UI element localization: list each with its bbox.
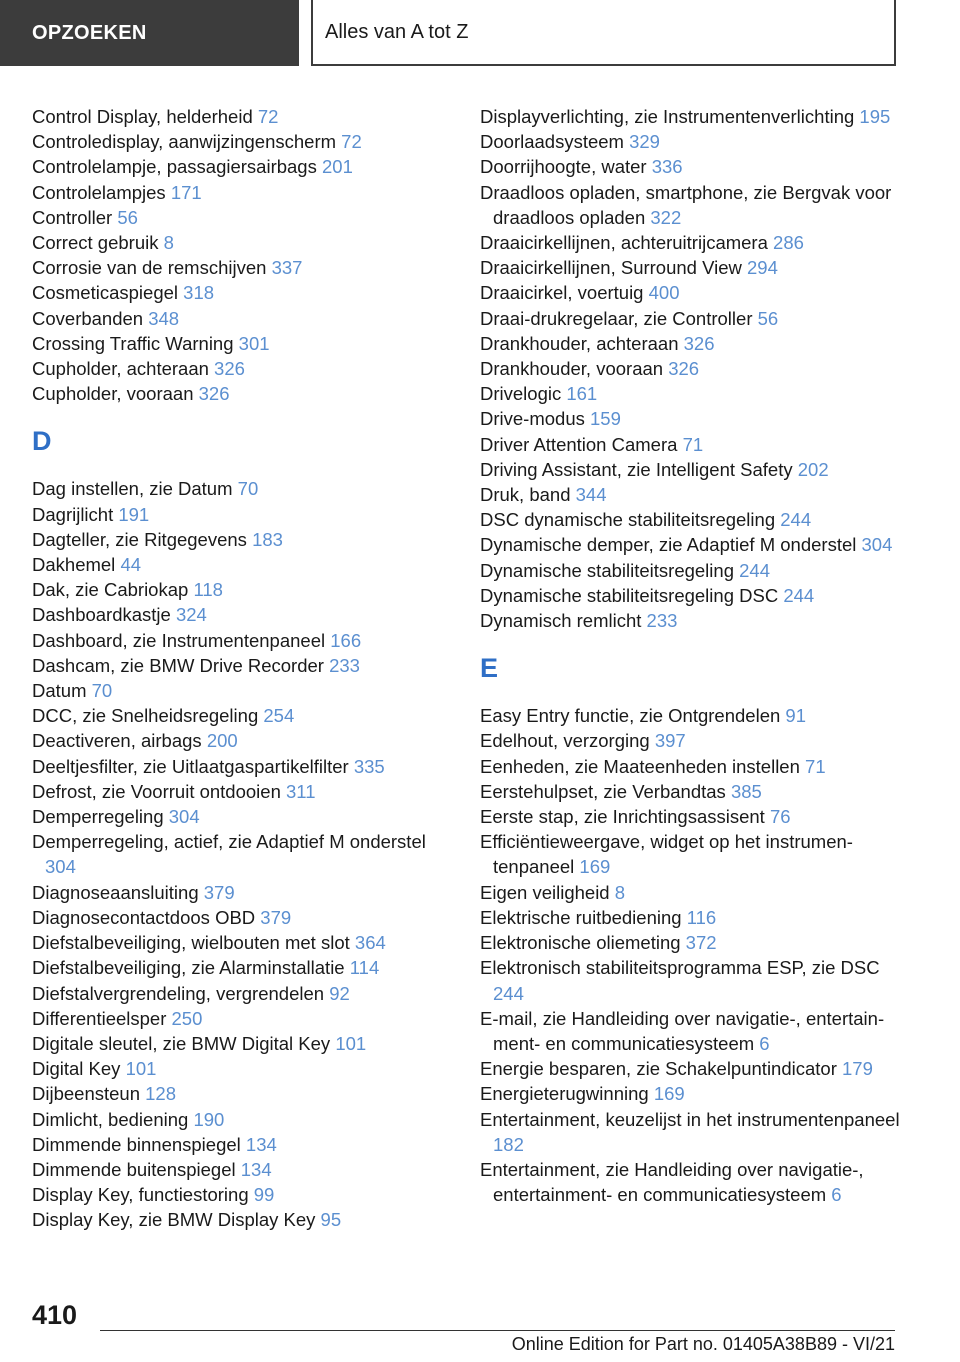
page-reference-link[interactable]: 182 (493, 1133, 524, 1155)
page-reference-link[interactable]: 101 (125, 1058, 157, 1080)
index-entry (480, 356, 900, 381)
index-entry-text: Defrost, zie Voorruit ontdooien (32, 780, 281, 802)
index-entry (32, 502, 452, 527)
index-entry (480, 432, 900, 457)
index-entry (32, 552, 452, 577)
index-entry (32, 754, 452, 779)
index-entry-text: Energieterugwinning (480, 1083, 649, 1105)
page-reference-link[interactable]: 8 (614, 881, 626, 903)
index-entry (32, 577, 452, 602)
index-entry (32, 905, 452, 930)
index-entry-text: Efficiëntieweergave, widget op het instrumentenpaneel (480, 831, 853, 878)
page-reference-link[interactable]: 72 (257, 106, 279, 127)
index-entry (32, 381, 452, 406)
index-entry (32, 1207, 452, 1232)
index-entry (32, 728, 452, 753)
index-entry (32, 129, 452, 154)
index-entry-text: Diagnoseaansluiting (32, 881, 199, 903)
index-entry-text: DSC dynamische stabiliteitsregeling (480, 509, 776, 531)
index-entry-text: Eerstehulpset, zie Verbandtas (480, 780, 726, 802)
page-reference-link[interactable]: 6 (831, 1184, 842, 1206)
index-entry (480, 930, 900, 955)
index-entry (32, 703, 452, 728)
index-entry (32, 356, 452, 381)
section-letter: D (32, 426, 52, 457)
index-entry (480, 1157, 900, 1207)
index-entry-text: Deactiveren, airbags (32, 730, 202, 752)
footer-divider (100, 1330, 895, 1331)
index-entry-text: Dynamische stabiliteitsregeling (480, 559, 734, 581)
page-reference-link[interactable]: 99 (253, 1184, 275, 1206)
index-entry-text: Digitale sleutel, zie BMW Digital Key (32, 1032, 331, 1054)
page-reference-link[interactable]: 318 (183, 282, 215, 304)
index-entry-text: Dimmende binnenspiegel (32, 1133, 241, 1155)
index-entry-text: Driver Attention Camera (480, 433, 678, 455)
page-reference-link[interactable]: 254 (263, 705, 295, 727)
index-entry-text: E-mail, zie Handleiding over navigatie-, entertainment- en communicatiesysteem (480, 1007, 885, 1054)
page-reference-link[interactable]: 336 (651, 156, 683, 178)
index-entry-text: Doorrijhoogte, water (480, 156, 647, 178)
index-entry (32, 1132, 452, 1157)
page-reference-link[interactable]: 335 (353, 755, 385, 777)
index-entry (32, 804, 452, 829)
index-entry-text: Dijbeensteun (32, 1083, 140, 1105)
index-entry-text: Energie besparen, zie Schakelpuntindicator (480, 1058, 837, 1080)
index-entry (32, 602, 452, 627)
index-entry (32, 1056, 452, 1081)
page-reference-link[interactable]: 95 (320, 1209, 342, 1231)
page-reference-link[interactable]: 128 (145, 1083, 177, 1105)
index-entry (32, 653, 452, 678)
page-reference-link[interactable]: 114 (349, 957, 380, 979)
index-entry-text: Control Display, helderheid (32, 106, 253, 127)
index-entry-text: Display Key, functiestoring (32, 1184, 249, 1206)
index-entry (480, 804, 900, 829)
index-entry-text: Dashcam, zie BMW Drive Recorder (32, 654, 324, 676)
page-reference-link[interactable]: 92 (329, 982, 350, 1004)
page-reference-link[interactable]: 326 (198, 383, 230, 405)
page-reference-link[interactable]: 134 (245, 1133, 277, 1155)
index-entry (32, 1031, 452, 1056)
index-entry-text: Drankhouder, achteraan (480, 332, 679, 354)
page-reference-link[interactable]: 161 (566, 383, 598, 405)
index-entry (32, 331, 452, 356)
index-entry-text: Dagteller, zie Ritgegevens (32, 528, 247, 550)
index-entry (480, 154, 900, 179)
index-entry (480, 129, 900, 154)
index-entry-text: Dashboardkastje (32, 604, 171, 626)
index-entry-text: Correct gebruik (32, 232, 159, 254)
index-entry (480, 558, 900, 583)
index-entry-text: Controlelampjes (32, 181, 166, 203)
index-entry (32, 205, 452, 230)
index-entry (480, 457, 900, 482)
page-reference-link[interactable]: 70 (91, 680, 113, 702)
page-reference-link[interactable]: 71 (805, 755, 826, 777)
page-reference-link[interactable]: 191 (118, 503, 150, 525)
index-entry (32, 628, 452, 653)
index-entry (32, 180, 452, 205)
index-entry (32, 154, 452, 179)
index-entry-text: Elektrische ruitbediening (480, 906, 682, 928)
page-reference-link[interactable]: 56 (757, 307, 779, 329)
index-entry (480, 905, 900, 930)
index-entry (32, 1157, 452, 1182)
page-reference-link[interactable]: 72 (341, 131, 362, 153)
page-reference-link[interactable]: 195 (859, 106, 891, 127)
page-reference-link[interactable]: 71 (682, 433, 704, 455)
page-reference-link[interactable]: 379 (203, 881, 235, 903)
index-entry-text: Dimmende buitenspiegel (32, 1158, 236, 1180)
index-entry-text: Edelhout, verzorging (480, 730, 650, 752)
index-entry-text: Differentieelsper (32, 1007, 167, 1029)
index-entry (480, 331, 900, 356)
index-entry-text: Elektronische oliemeting (480, 932, 681, 954)
index-entry-text: Dynamische stabiliteitsregeling DSC (480, 584, 779, 606)
index-entry-text: Draaicirkellijnen, Surround View (480, 257, 742, 279)
page-reference-link[interactable]: 348 (148, 307, 180, 329)
index-entry (32, 1081, 452, 1106)
index-entry-text: Cosmeticaspiegel (32, 282, 179, 304)
page-reference-link[interactable]: 304 (168, 806, 200, 828)
page-reference-link[interactable]: 6 (759, 1032, 770, 1054)
index-entry-text: Eigen veiligheid (480, 881, 610, 903)
index-entry (32, 930, 452, 955)
index-entry-text: Dag instellen, zie Datum (32, 478, 233, 500)
index-entry-text: Controller (32, 206, 113, 228)
page-reference-link[interactable]: 244 (780, 509, 812, 531)
index-entry-text: Dynamisch remlicht (480, 610, 642, 632)
page-reference-link[interactable]: 397 (654, 730, 686, 752)
index-entry-text: Crossing Traffic Warning (32, 332, 234, 354)
page-reference-link[interactable]: 329 (629, 131, 660, 153)
index-entry-text: Corrosie van de remschijven (32, 257, 267, 279)
page-reference-link[interactable]: 344 (575, 484, 607, 506)
page-reference-link[interactable]: 201 (322, 156, 353, 178)
index-entry-text: Entertainment, zie Handleiding over navigatie-, entertainment- en communicatiesysteem (480, 1158, 864, 1206)
header-title-text: Alles van A tot Z (325, 20, 469, 43)
index-entry (32, 1182, 452, 1207)
index-entry (480, 754, 900, 779)
index-entry-text: Cupholder, achteraan (32, 358, 209, 380)
index-entry (32, 1006, 452, 1031)
index-entry (480, 829, 900, 879)
index-entry (32, 829, 452, 879)
page-reference-link[interactable]: 202 (797, 458, 829, 480)
index-entry-text: Doorlaadsysteem (480, 131, 624, 153)
header-title (311, 0, 896, 66)
page-reference-link[interactable]: 372 (685, 932, 717, 954)
page-reference-link[interactable]: 91 (785, 705, 806, 727)
index-entry (480, 180, 900, 230)
index-entry-text: Driving Assistant, zie Intelligent Safety (480, 458, 793, 480)
index-entry (480, 1056, 900, 1081)
index-entry-text: Datum (32, 680, 87, 702)
index-entry (480, 482, 900, 507)
index-entry (32, 955, 452, 980)
page-number: 410 (32, 1300, 78, 1330)
index-entry (480, 306, 900, 331)
index-entry (480, 532, 900, 557)
index-entry (480, 880, 900, 905)
index-entry (480, 1081, 900, 1106)
index-entry-text: Entertainment, keuzelijst in het instrumentenpaneel (480, 1108, 900, 1130)
index-entry-text: Eerste stap, zie Inrichtingsassisent (480, 806, 765, 828)
index-entry-text: Demperregeling (32, 806, 164, 828)
index-entry (32, 255, 452, 280)
index-column-left (32, 104, 452, 1233)
page-reference-link[interactable]: 326 (668, 358, 700, 380)
page-reference-link[interactable]: 244 (739, 559, 770, 581)
page-reference-link[interactable]: 244 (493, 982, 524, 1004)
page-reference-link[interactable]: 134 (240, 1158, 272, 1180)
section-letter: E (480, 653, 499, 684)
section-tab (0, 0, 299, 66)
index-entry-text: Drive-modus (480, 408, 585, 430)
page-reference-link[interactable]: 169 (653, 1083, 685, 1105)
page-reference-link[interactable]: 171 (170, 181, 202, 203)
index-column-right (480, 104, 900, 1207)
page-reference-link[interactable]: 294 (747, 257, 778, 279)
page-reference-link[interactable]: 183 (252, 528, 283, 550)
index-entry-text: Dynamische demper, zie Adaptief M onderstel (480, 534, 857, 556)
index-entry-text: Drankhouder, vooraan (480, 358, 664, 380)
index-entry-text: Draaicirkellijnen, achteruitrijcamera (480, 232, 768, 254)
index-entry-text: Dakhemel (32, 554, 116, 576)
index-entry-text: Deeltjesfilter, zie Uitlaatgaspartikelfilter (32, 755, 349, 777)
index-entry (480, 955, 900, 1005)
page-reference-link[interactable]: 76 (769, 806, 791, 828)
page-reference-link[interactable]: 116 (686, 906, 717, 928)
page-reference-link[interactable]: 8 (163, 232, 174, 254)
index-entry-text: Draadloos opladen, smartphone, zie Bergvak voor draadloos opladen (480, 181, 892, 228)
page-reference-link[interactable]: 190 (193, 1108, 225, 1130)
page-reference-link[interactable]: 56 (117, 206, 138, 228)
index-entry (480, 1107, 900, 1157)
index-entry (480, 104, 900, 129)
index-entry-text: Easy Entry functie, zie Ontgrendelen (480, 705, 781, 727)
index-entry (480, 608, 900, 633)
index-entry (480, 507, 900, 532)
index-entry (32, 981, 452, 1006)
page-reference-link[interactable]: 326 (683, 332, 715, 354)
page-reference-link[interactable]: 364 (354, 932, 386, 954)
index-entry (480, 255, 900, 280)
index-entry (32, 1107, 452, 1132)
index-entry (480, 583, 900, 608)
page-reference-link[interactable]: 301 (238, 332, 270, 354)
index-entry (32, 230, 452, 255)
index-entry (32, 306, 452, 331)
page-reference-link[interactable]: 379 (260, 906, 292, 928)
index-entry-text: Eenheden, zie Maateenheden instellen (480, 755, 800, 777)
page-reference-link[interactable]: 324 (175, 604, 207, 626)
index-entry-text: Diefstalbeveiliging, wielbouten met slot (32, 932, 350, 954)
index-entry-text: Controledisplay, aanwijzingenscherm (32, 131, 337, 153)
index-entry (480, 230, 900, 255)
index-entry-text: Druk, band (480, 484, 571, 506)
index-entry-text: Controlelampje, passagiersairbags (32, 156, 317, 178)
page-reference-link[interactable]: 326 (214, 358, 245, 380)
index-entry (32, 280, 452, 305)
section-tab-label: OPZOEKEN (32, 21, 147, 44)
index-entry (32, 880, 452, 905)
page-reference-link[interactable]: 44 (120, 554, 142, 576)
page-reference-link[interactable]: 304 (45, 856, 76, 878)
index-entry-text: Diefstalvergrendeling, vergrendelen (32, 982, 325, 1004)
index-entry (480, 779, 900, 804)
index-entry-text: Dashboard, zie Instrumentenpaneel (32, 629, 326, 651)
index-entry-text: Displayverlichting, zie Instrumentenverlichting (480, 106, 855, 127)
page-reference-link[interactable]: 385 (730, 780, 762, 802)
page-reference-link[interactable]: 101 (335, 1032, 367, 1054)
index-entry-text: Draai-drukregelaar, zie Controller (480, 307, 753, 329)
page-reference-link[interactable]: 250 (171, 1007, 203, 1029)
index-entry-text: Dimlicht, bediening (32, 1108, 189, 1130)
index-entry-text: Draaicirkel, voertuig (480, 282, 644, 304)
page-reference-link[interactable]: 244 (783, 584, 815, 606)
page-reference-link[interactable]: 166 (330, 629, 362, 651)
index-entry (32, 104, 452, 129)
index-entry-text: Elektronisch stabiliteitsprogramma ESP, zie DSC (480, 957, 880, 979)
page-reference-link[interactable]: 400 (648, 282, 680, 304)
page-reference-link[interactable]: 337 (271, 257, 303, 279)
index-entry-text: Drivelogic (480, 383, 562, 405)
index-entry (480, 728, 900, 753)
page-reference-link[interactable]: 159 (590, 408, 621, 430)
index-entry-text: DCC, zie Snelheidsregeling (32, 705, 259, 727)
index-entry-text: Digital Key (32, 1058, 121, 1080)
index-entry (480, 280, 900, 305)
page-reference-link[interactable]: 233 (329, 654, 360, 676)
index-entry (32, 678, 452, 703)
page-reference-link[interactable]: 322 (650, 206, 682, 228)
index-entry-text: Dak, zie Cabriokap (32, 579, 189, 601)
index-entry-text: Diefstalbeveiliging, zie Alarminstallatie (32, 957, 345, 979)
index-entry-text: Coverbanden (32, 307, 144, 329)
page-reference-link[interactable]: 286 (773, 232, 804, 254)
index-entry-text: Display Key, zie BMW Display Key (32, 1209, 316, 1231)
footer-edition: Online Edition for Part no. 01405A38B89 - VI/21 (511, 1334, 895, 1354)
index-entry-text: Dagrijlicht (32, 503, 114, 525)
page-reference-link[interactable]: 311 (286, 780, 316, 802)
page-reference-link[interactable]: 304 (861, 534, 893, 556)
index-entry (32, 527, 452, 552)
index-entry (480, 406, 900, 431)
page-reference-link[interactable]: 169 (579, 856, 611, 878)
index-entry (32, 476, 452, 501)
page-reference-link[interactable]: 179 (842, 1058, 873, 1080)
index-entry (32, 779, 452, 804)
page-reference-link[interactable]: 233 (646, 610, 678, 632)
page-reference-link[interactable]: 118 (193, 579, 223, 601)
index-entry-text: Cupholder, vooraan (32, 383, 194, 405)
page-reference-link[interactable]: 70 (237, 478, 259, 500)
index-entry (480, 381, 900, 406)
page-reference-link[interactable]: 200 (206, 730, 238, 752)
index-entry (480, 1006, 900, 1056)
index-entry-text: Demperregeling, actief, zie Adaptief M onderstel (32, 831, 426, 853)
index-entry (480, 703, 900, 728)
index-entry-text: Diagnosecontactdoos OBD (32, 906, 256, 928)
